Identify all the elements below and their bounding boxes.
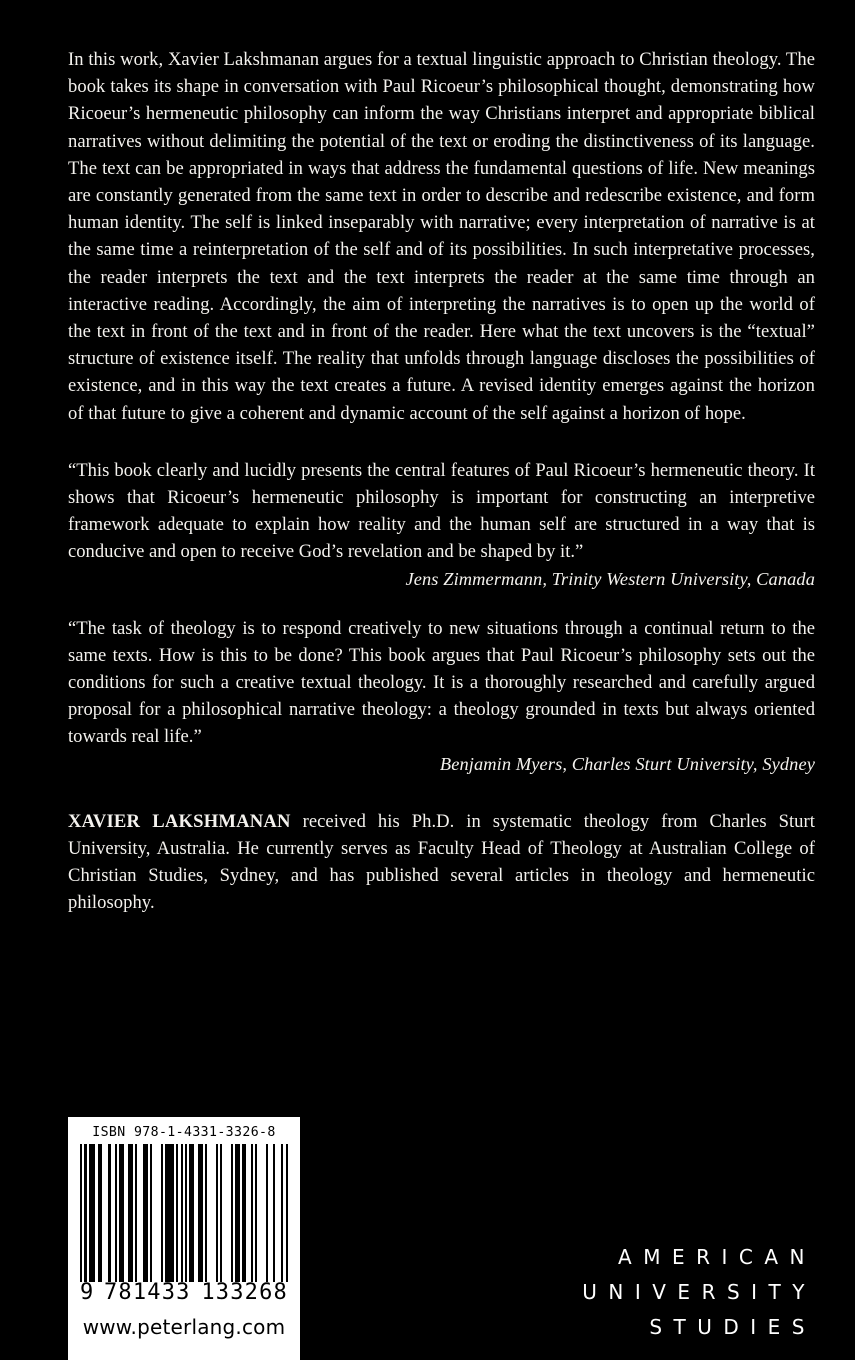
barcode-bars	[80, 1144, 288, 1282]
endorsement-quote-2: “The task of theology is to respond creatively to new situations through a continual return to the same texts. How is this to be done? This book argues that Paul Ricoeur’s philosophy sets out the conditions for such a creative textual theology. It is a thoroughly researched and carefully argued proposal for a philosophical narrative theology: a theology grounded in texts but always oriented towards real life.”	[68, 617, 815, 748]
author-name: XAVIER LAKSHMANAN	[68, 810, 291, 832]
ean-left-digit: 9	[80, 1280, 94, 1305]
endorsement-attribution-1: Jens Zimmermann, Trinity Western University, Canada	[405, 568, 815, 589]
endorsement-attribution-2: Benjamin Myers, Charles Sturt University, Sydney	[439, 753, 815, 774]
text-column	[68, 46, 815, 916]
series-line-3: STUDIES	[649, 1315, 816, 1339]
series-imprint	[398, 1240, 818, 1345]
isbn-label: ISBN 978-1-4331-3326-8	[92, 1125, 276, 1140]
spacer	[68, 593, 815, 615]
endorsement-quote-1: “This book clearly and lucidly presents the central features of Paul Ricoeur’s hermeneutic theory. It shows that Ricoeur’s hermeneutic philosophy is important for constructing an interpretive framework adequate to explain how reality and the human self are structured in a way that is conducive and open to receive God’s revelation and be shaped by it.”	[68, 459, 815, 563]
spacer	[68, 427, 815, 457]
series-line-2: UNIVERSITY	[582, 1280, 816, 1304]
blurb-paragraph: In this work, Xavier Lakshmanan argues for a textual linguistic approach to Christian theology. The book takes its shape in conversation with Paul Ricoeur’s philosophical thought, demonstrating how Ricoeur’s hermeneutic philosophy can inform the way Christians interpret and appropriate biblical narratives without delimiting the potential of the text or eroding the distinctiveness of its language. The text can be appropriated in ways that address the fundamental questions of life. New meanings are constantly generated from the same text in order to describe and redescribe existence, and form human identity. The self is linked inseparably with narrative; every interpretation of narrative is at the same time a reinterpretation of the self and of its possibilities. In such interpretative processes, the reader interprets the text and the text interprets the reader at the same time through an interactive reading. Accordingly, the aim of interpreting the narratives is to open up the world of the text in front of the text and in front of the reader. Here what the text uncovers is the “textual” structure of existence itself. The reality that unfolds through language discloses the possibilities of existence, and in this way the text creates a future. A revised identity emerges against the horizon of that future to give a coherent and dynamic account of the self against a horizon of hope.	[68, 49, 815, 424]
author-bio-text: received his Ph.D. in systematic theology from Charles Sturt University, Australia. He currently serves as Faculty Head of Theology at Australian College of Christian Studies, Sydney, and has published several articles in theology and hermeneutic philosophy.	[68, 810, 815, 914]
ean-digits	[80, 1281, 288, 1305]
ean-group-2: 133268	[201, 1280, 288, 1305]
series-line-1: AMERICAN	[618, 1245, 816, 1269]
spacer	[68, 778, 815, 808]
author-bio	[68, 808, 815, 917]
publisher-website: www.peterlang.com	[82, 1315, 286, 1339]
ean-group-1: 781433	[103, 1280, 191, 1305]
barcode-panel	[68, 1117, 300, 1360]
